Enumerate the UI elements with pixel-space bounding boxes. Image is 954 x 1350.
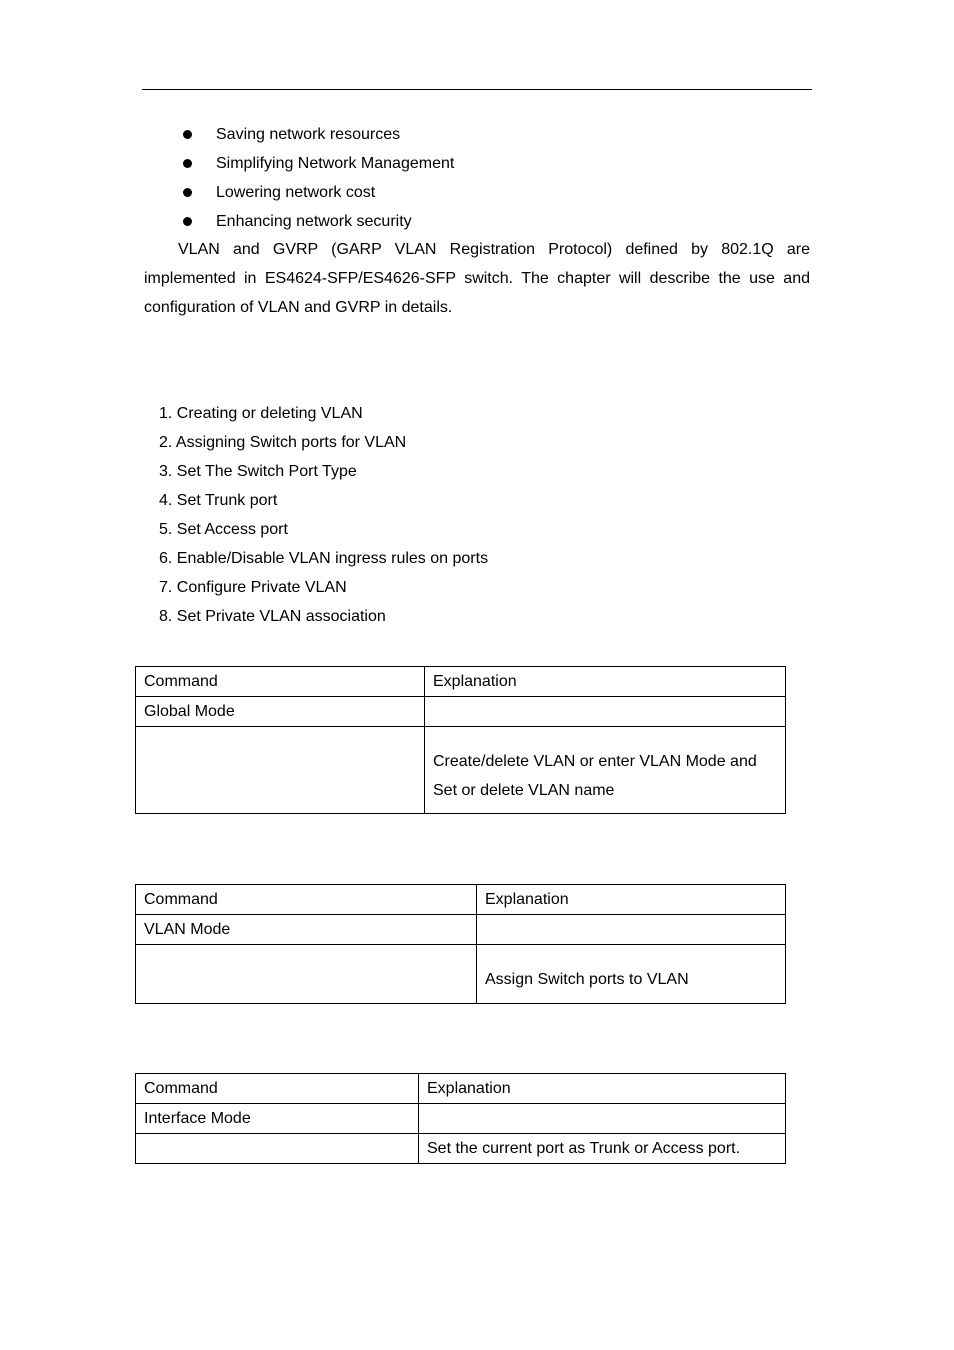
empty-cell (477, 915, 786, 945)
command-table-vlan (135, 884, 786, 1004)
list-item: Simplifying Network Management (0, 149, 454, 178)
benefits-list (0, 120, 454, 236)
list-item: 4. Set Trunk port (159, 492, 278, 509)
config-steps-list (159, 399, 488, 631)
table-row (136, 1074, 786, 1104)
bullet-icon (183, 130, 192, 139)
column-header-command: Command (136, 885, 477, 915)
explanation-cell: Assign Switch ports to VLAN (477, 945, 786, 1004)
explanation-cell: Create/delete VLAN or enter VLAN Mode and Set or delete VLAN name (425, 727, 786, 814)
list-item: 8. Set Private VLAN association (159, 608, 386, 625)
table-row (136, 1104, 786, 1134)
command-cell (136, 945, 477, 1004)
column-header-command: Command (136, 667, 425, 697)
table-row (136, 1134, 786, 1164)
command-table-global (135, 666, 786, 814)
table-row (136, 727, 786, 814)
empty-cell (425, 697, 786, 727)
column-header-explanation: Explanation (477, 885, 786, 915)
list-item: 7. Configure Private VLAN (159, 579, 347, 596)
command-cell (136, 1134, 419, 1164)
column-header-explanation: Explanation (425, 667, 786, 697)
column-header-command: Command (136, 1074, 419, 1104)
table-row (136, 915, 786, 945)
explanation-cell: Set the current port as Trunk or Access port. (419, 1134, 786, 1164)
table-row (136, 945, 786, 1004)
intro-paragraph: VLAN and GVRP (GARP VLAN Registration Protocol) defined by 802.1Q are implemented in ES4624-SFP/ES4626-SFP switch. The chapter will describe the use and configuration of VLAN and GVRP in details. (144, 241, 810, 316)
table-row (136, 885, 786, 915)
mode-cell: Interface Mode (136, 1104, 419, 1134)
header-rule (142, 89, 812, 90)
empty-cell (419, 1104, 786, 1134)
list-item: 2. Assigning Switch ports for VLAN (159, 434, 407, 451)
table-row (136, 697, 786, 727)
bullet-icon (183, 159, 192, 168)
list-item: Lowering network cost (0, 178, 454, 207)
column-header-explanation: Explanation (419, 1074, 786, 1104)
list-item: 1. Creating or deleting VLAN (159, 405, 363, 422)
list-item: Saving network resources (0, 120, 454, 149)
table-row (136, 667, 786, 697)
mode-cell: VLAN Mode (136, 915, 477, 945)
bullet-icon (183, 217, 192, 226)
command-table-interface (135, 1073, 786, 1164)
command-cell (136, 727, 425, 814)
bullet-icon (183, 188, 192, 197)
list-item: Enhancing network security (0, 207, 454, 236)
mode-cell: Global Mode (136, 697, 425, 727)
list-item: 6. Enable/Disable VLAN ingress rules on ports (159, 550, 489, 567)
list-item: 3. Set The Switch Port Type (159, 463, 357, 480)
list-item: 5. Set Access port (159, 521, 288, 538)
